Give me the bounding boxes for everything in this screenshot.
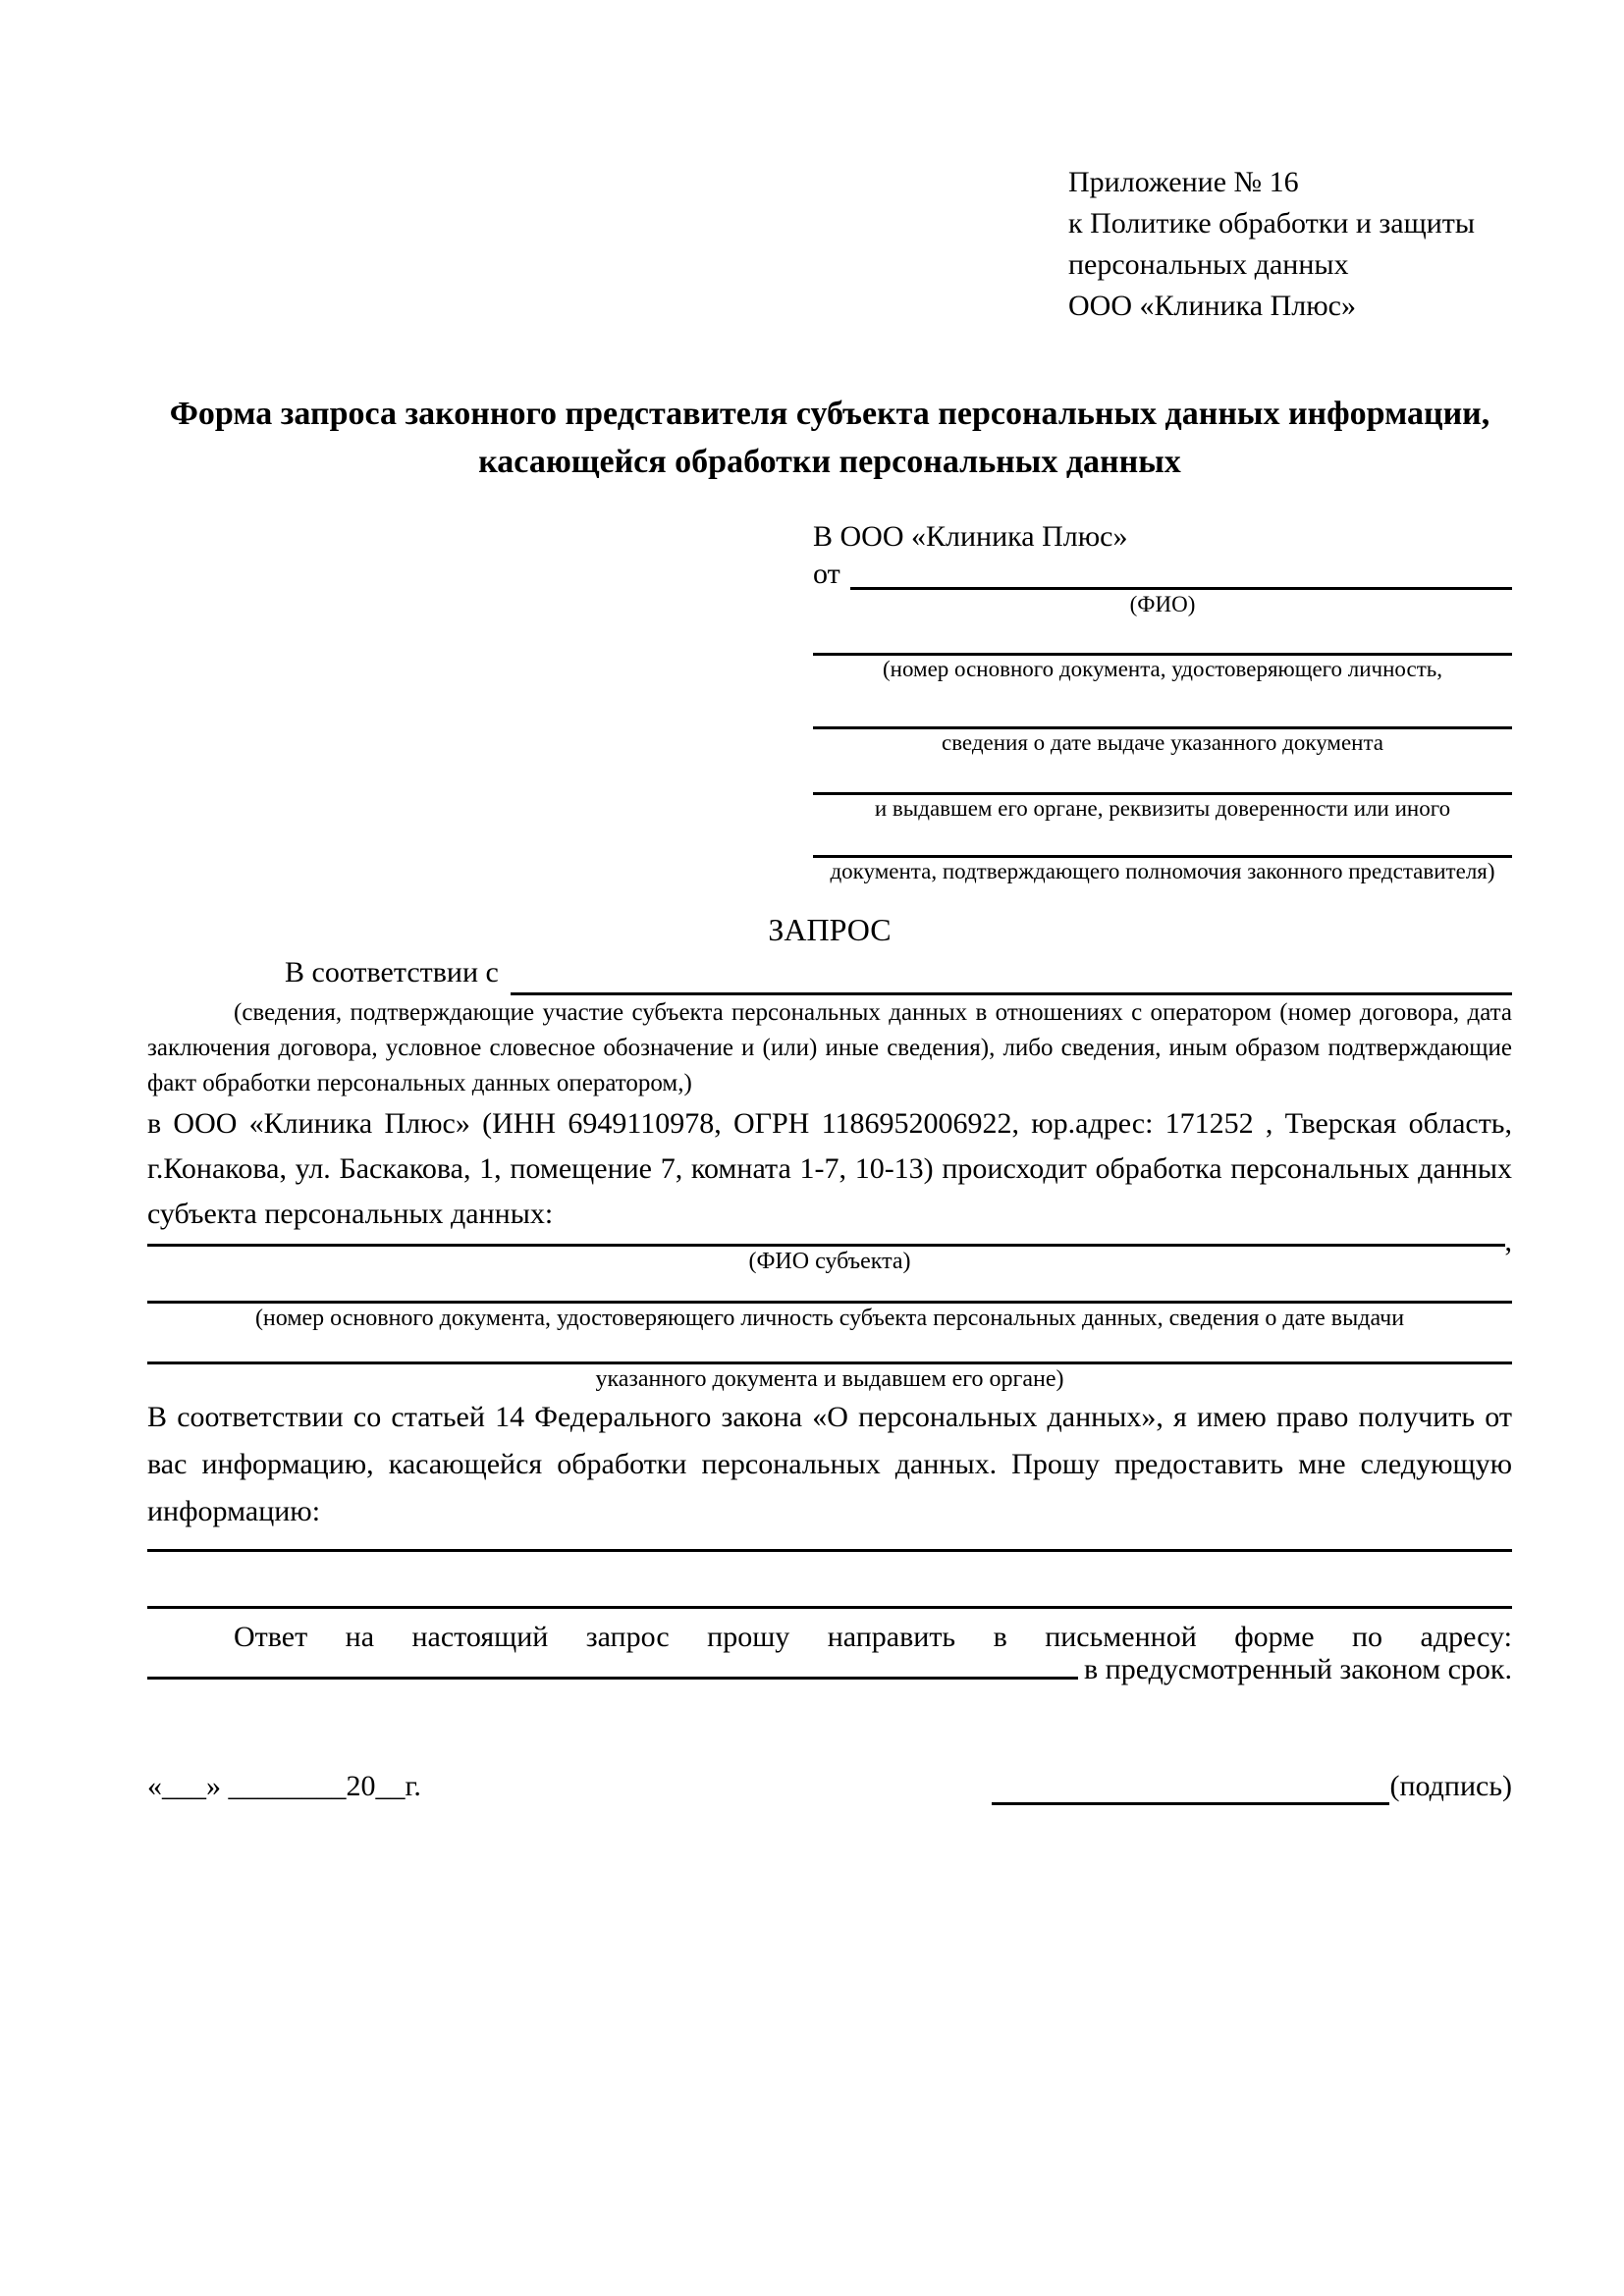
- doc-issue-date-caption: сведения о дате выдаче указанного документа: [941, 730, 1384, 755]
- accordance-caption: (сведения, подтверждающие участие субъекта персональных данных в отношениях с оператором (номер договора, дата заключения договора, условное словесное обозначение и (или) иные сведения), либо сведения, иным образом подтверждающие факт обработки персональных данных оператором,): [147, 999, 1512, 1096]
- appendix-line: к Политике обработки и защиты: [1068, 207, 1476, 240]
- signature-fill-line: [992, 1802, 1389, 1805]
- accordance-row: [147, 950, 1512, 995]
- doc-powers-fill-line: [813, 823, 1512, 858]
- doc-powers-caption: документа, подтверждающего полномочия законного представителя): [830, 859, 1495, 883]
- subject-fio-row: [147, 1225, 1512, 1257]
- fio-caption: (ФИО): [1129, 592, 1196, 616]
- from-label: от: [813, 558, 840, 590]
- subject-fio-caption: (ФИО субъекта): [748, 1249, 911, 1274]
- accordance-prefix: В соответствии с: [285, 956, 499, 988]
- doc-number-fill-line: [813, 619, 1512, 656]
- appendix-block: [1068, 162, 1512, 327]
- info-fill-line-1: [147, 1549, 1512, 1552]
- answer-row: [147, 1653, 1512, 1685]
- law-paragraph: В соответствии со статьей 14 Федерального закона «О персональных данных», я имею право получить от вас информацию, касающейся обработки персональных данных. Прошу предоставить мне следующую информацию:: [147, 1401, 1512, 1527]
- addressee-to: В ООО «Клиника Плюс»: [813, 520, 1128, 553]
- doc-authority-caption: и выдавшем его органе, реквизиты доверенности или иного: [874, 796, 1451, 821]
- doc-authority-fill-line: [813, 757, 1512, 795]
- addressee-from-row: [813, 559, 1512, 590]
- subject-doc-row-1: [147, 1292, 1512, 1304]
- appendix-line: ООО «Клиника Плюс»: [1068, 290, 1356, 322]
- request-heading: ЗАПРОС: [768, 912, 892, 947]
- answer-lead: Ответ на настоящий запрос прошу направить в письменной форме по адресу:: [234, 1621, 1512, 1653]
- trailing-comma: ,: [1504, 1225, 1512, 1257]
- subject-doc-caption-top: (номер основного документа, удостоверяющего личность субъекта персональных данных, сведения о дате выдачи: [254, 1306, 1405, 1331]
- addressee-block: [813, 515, 1512, 885]
- answer-tail: в предусмотренный законом срок.: [1084, 1653, 1512, 1685]
- footer-row: [147, 1768, 1512, 1805]
- doc-issue-date-fill-line: [813, 683, 1512, 729]
- answer-address-fill-line: [147, 1677, 1078, 1680]
- appendix-line: персональных данных: [1068, 248, 1349, 281]
- page-title: Форма запроса законного представителя субъекта персональных данных информации, касающейся обработки персональных данных: [169, 396, 1490, 480]
- signature-caption: (подпись): [1389, 1770, 1512, 1802]
- date-line: «___» ________20__г.: [147, 1770, 421, 1802]
- subject-doc-caption-bottom: указанного документа и выдавшем его органе): [595, 1366, 1064, 1392]
- info-fill-line-2: [147, 1606, 1512, 1609]
- doc-number-caption: (номер основного документа, удостоверяющего личность,: [882, 657, 1442, 681]
- appendix-line: Приложение № 16: [1068, 166, 1299, 198]
- operator-paragraph: в ООО «Клиника Плюс» (ИНН 6949110978, ОГРН 1186952006922, юр.адрес: 171252 , Тверская область, г.Конакова, ул. Баскакова, 1, помещение 7, комната 1-7, 10-13) происходит обработка персональных данных субъекта персональных данных:: [147, 1107, 1512, 1230]
- subject-doc-row-2: [147, 1353, 1512, 1364]
